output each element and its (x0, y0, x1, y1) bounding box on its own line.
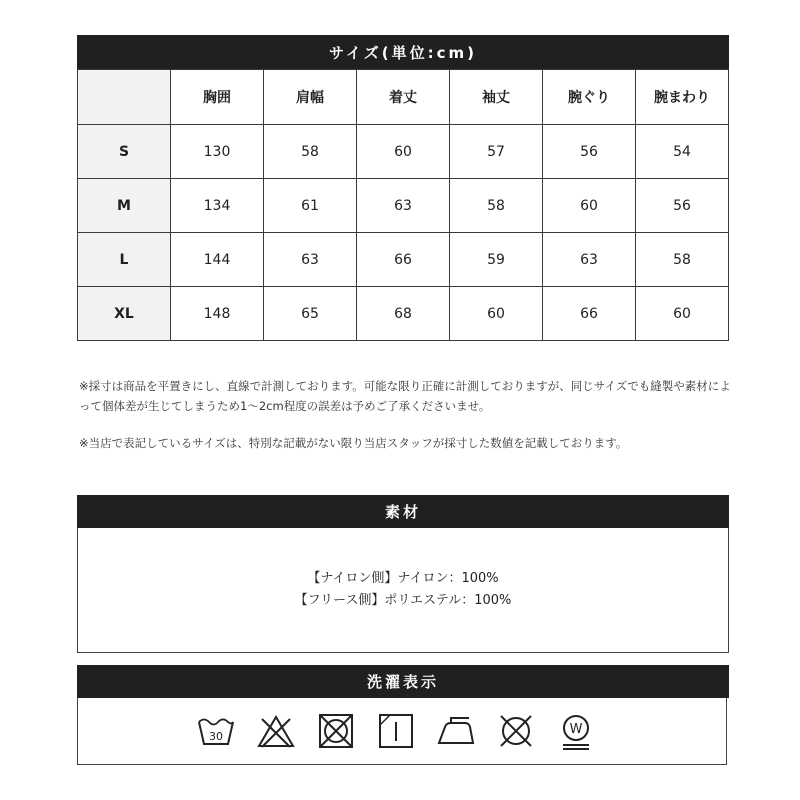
wet-clean-icon (556, 711, 596, 751)
material-line-fleece: 【フリース側】ポリエステル：100% (294, 593, 512, 608)
table-cell: 63 (543, 233, 636, 287)
column-header: 腕ぐり (543, 70, 636, 125)
table-cell: 65 (264, 287, 357, 341)
size-label: XL (78, 287, 171, 341)
column-header: 腕まわり (636, 70, 729, 125)
material-box (77, 528, 729, 653)
no-dry-clean-icon (496, 711, 536, 751)
table-cell: 63 (264, 233, 357, 287)
table-cell: 54 (636, 125, 729, 179)
table-cell: 144 (171, 233, 264, 287)
size-label: M (78, 179, 171, 233)
table-cell: 61 (264, 179, 357, 233)
table-cell: 66 (357, 233, 450, 287)
size-table (77, 69, 729, 341)
table-cell: 60 (357, 125, 450, 179)
note-size-source: ※当店で表記しているサイズは、特別な記載がない限り当店スタッフが採寸した数値を記載しております。 (79, 436, 628, 450)
table-cell: 58 (636, 233, 729, 287)
table-cell: 58 (450, 179, 543, 233)
table-cell: 56 (543, 125, 636, 179)
material-line-nylon: 【ナイロン側】ナイロン：100% (307, 571, 499, 586)
table-cell: 58 (264, 125, 357, 179)
wet-clean-label: W (569, 722, 583, 737)
wash-temperature-label: 30 (209, 730, 223, 743)
table-cell: 57 (450, 125, 543, 179)
no-bleach-icon (256, 711, 296, 751)
column-header: 着丈 (357, 70, 450, 125)
column-header: 袖丈 (450, 70, 543, 125)
care-title: 洗濯表示 (77, 665, 729, 698)
table-cell: 56 (636, 179, 729, 233)
care-icons (77, 698, 727, 765)
size-table-title: サイズ(単位:cm) (77, 35, 729, 69)
note-measurement: ※採寸は商品を平置きにし、直線で計測しております。可能な限り正確に計測しておりますが、同じサイズでも縫製や素材によって個体差が生じてしまうため1〜2cm程度の誤差は予めご了承くださいませ。 (79, 379, 731, 413)
size-label: S (78, 125, 171, 179)
table-row (78, 287, 729, 341)
table-row (78, 125, 729, 179)
table-cell: 148 (171, 287, 264, 341)
measurement-notes (79, 376, 739, 470)
table-cell: 68 (357, 287, 450, 341)
table-cell: 60 (450, 287, 543, 341)
table-cell: 134 (171, 179, 264, 233)
size-table-header-row (78, 70, 729, 125)
table-cell: 63 (357, 179, 450, 233)
column-header: 肩幅 (264, 70, 357, 125)
size-table-corner (78, 70, 171, 125)
table-cell: 130 (171, 125, 264, 179)
table-cell: 59 (450, 233, 543, 287)
material-title: 素材 (77, 495, 729, 528)
wash-30-icon (196, 711, 236, 751)
column-header: 胸囲 (171, 70, 264, 125)
size-label: L (78, 233, 171, 287)
line-dry-icon (376, 711, 416, 751)
table-cell: 60 (636, 287, 729, 341)
table-cell: 66 (543, 287, 636, 341)
no-tumble-dry-icon (316, 711, 356, 751)
table-cell: 60 (543, 179, 636, 233)
iron-low-icon (436, 711, 476, 751)
table-row (78, 179, 729, 233)
table-row (78, 233, 729, 287)
